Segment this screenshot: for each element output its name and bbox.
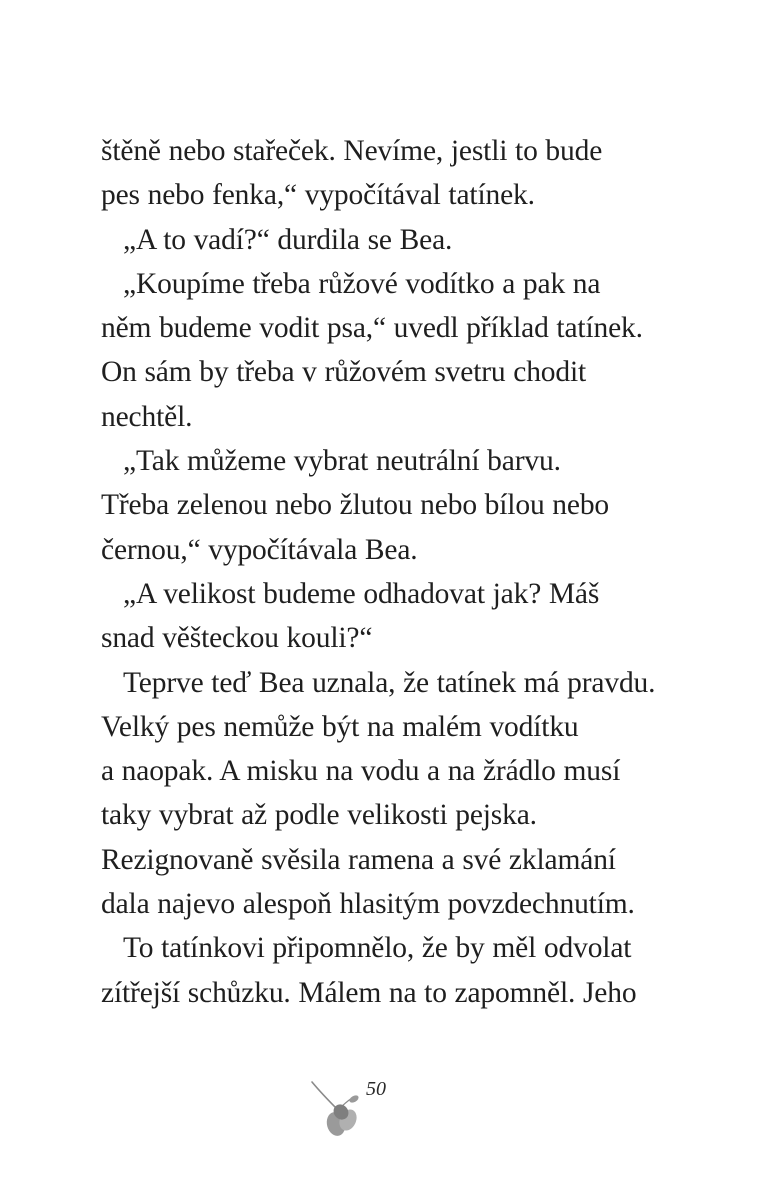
text-line: dala najevo alespoň hlasitým povzdechnutím. — [101, 888, 635, 921]
text-line: černou,“ vypočítávala Bea. — [101, 533, 418, 566]
text-line: Teprve teď Bea uznala, že tatínek má pravdu. — [123, 666, 656, 699]
text-line: a naopak. A misku na vodu a na žrádlo musí — [101, 755, 621, 788]
text-line: „Tak můžeme vybrat neutrální barvu. — [123, 445, 561, 478]
text-line: nechtěl. — [101, 400, 193, 433]
text-line: Rezignovaně svěsila ramena a své zklamání — [101, 843, 616, 876]
text-line: On sám by třeba v růžovém svetru chodit — [101, 356, 587, 389]
text-line: něm budeme vodit psa,“ uvedl příklad tatínek. — [101, 312, 643, 345]
text-line: zítřejší schůzku. Málem na to zapomněl. Jeho — [101, 976, 637, 1009]
page-footer — [308, 1072, 408, 1142]
text-line: Velký pes nemůže být na malém vodítku — [101, 710, 579, 743]
text-line: „A to vadí?“ durdila se Bea. — [123, 223, 453, 256]
text-line: „A velikost budeme odhadovat jak? Máš — [123, 577, 600, 610]
text-line: pes nebo fenka,“ vypočítával tatínek. — [101, 179, 535, 212]
text-line: štěně nebo stařeček. Nevíme, jestli to bude — [101, 135, 603, 167]
body-text — [101, 129, 661, 1015]
text-line: „Koupíme třeba růžové vodítko a pak na — [123, 267, 601, 300]
page-number: 50 — [366, 1078, 386, 1100]
text-line: To tatínkovi připomnělo, že by měl odvolat — [123, 932, 632, 965]
text-line: snad věšteckou kouli?“ — [101, 622, 373, 655]
text-line: Třeba zelenou nebo žlutou nebo bílou nebo — [101, 489, 610, 522]
text-line: taky vybrat až podle velikosti pejska. — [101, 799, 537, 832]
